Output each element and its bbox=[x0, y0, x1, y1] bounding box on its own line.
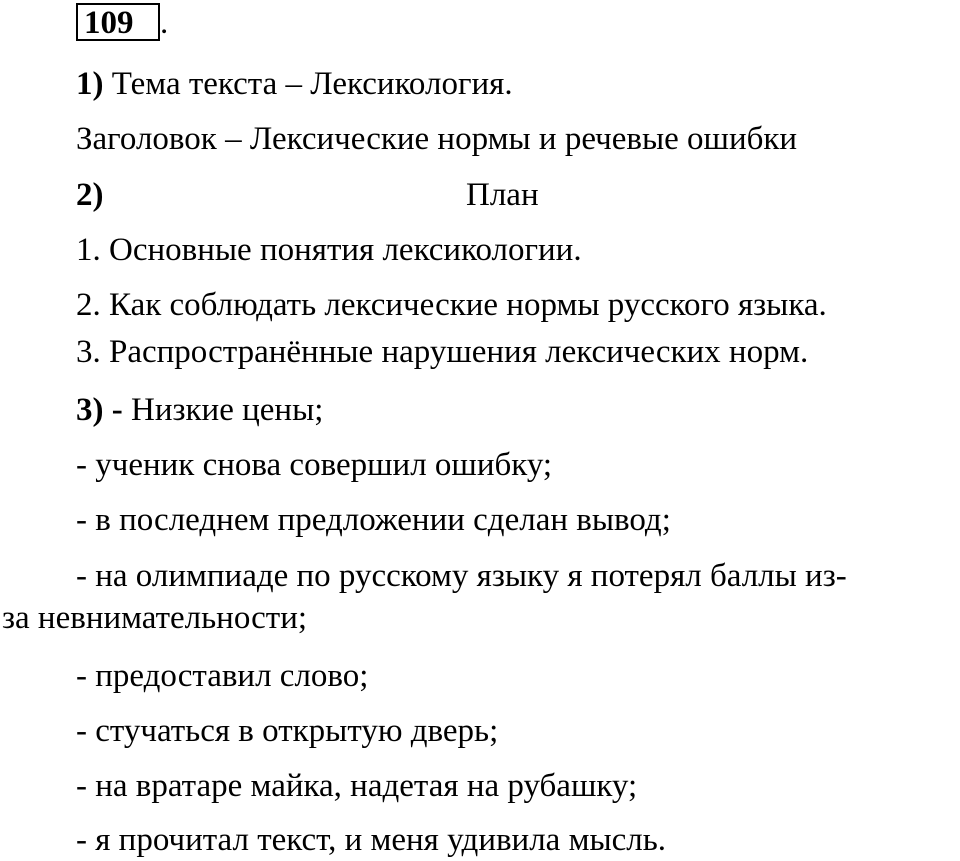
item-2-marker-text: 2) bbox=[76, 177, 104, 213]
plan-title: План bbox=[466, 177, 539, 213]
example-3-continued: за невнимательности; bbox=[2, 600, 308, 636]
item-2-marker bbox=[76, 177, 104, 213]
example-5: - стучаться в открытую дверь; bbox=[76, 713, 499, 749]
example-3: - на олимпиаде по русскому языку я потерял баллы из- bbox=[76, 558, 847, 594]
item-3-text: Низкие цены; bbox=[122, 392, 324, 428]
item-1-line bbox=[76, 66, 513, 102]
item-3-line bbox=[76, 392, 323, 428]
item-3-marker: 3) - bbox=[76, 392, 123, 428]
heading-line: Заголовок – Лексические нормы и речевые ошибки bbox=[76, 121, 798, 157]
example-1: - ученик снова совершил ошибку; bbox=[76, 447, 553, 483]
example-4: - предоставил слово; bbox=[76, 658, 369, 694]
example-7: - я прочитал текст, и меня удивила мысль. bbox=[76, 822, 667, 858]
example-2: - в последнем предложении сделан вывод; bbox=[76, 502, 671, 538]
task-number: 109 bbox=[84, 5, 134, 41]
item-1-marker: 1) bbox=[76, 66, 104, 102]
plan-item-2: 2. Как соблюдать лексические нормы русского языка. bbox=[76, 287, 827, 323]
example-6: - на вратаре майка, надетая на рубашку; bbox=[76, 768, 638, 804]
item-1-text: Тема текста – Лексикология. bbox=[103, 66, 513, 102]
plan-item-3: 3. Распространённые нарушения лексических норм. bbox=[76, 334, 809, 370]
plan-item-1: 1. Основные понятия лексикологии. bbox=[76, 232, 582, 268]
task-number-dot: . bbox=[160, 5, 169, 41]
